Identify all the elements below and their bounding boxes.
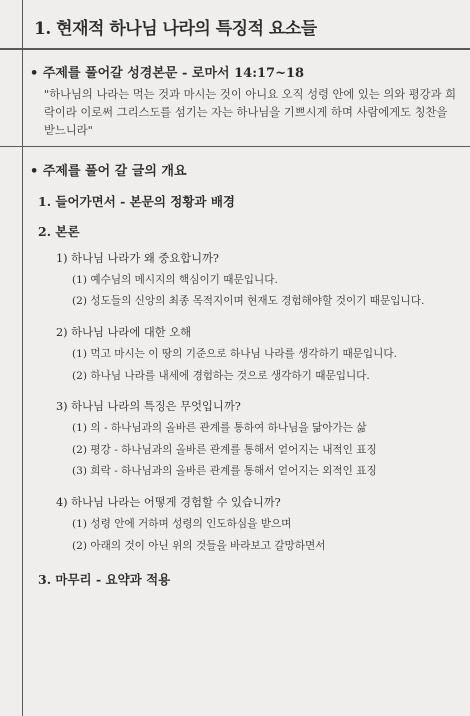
conclusion-item: 3. 마무리 - 요약과 적용 [38, 572, 171, 587]
question-1-title: 1) 하나님 나라가 왜 중요합니까? [56, 252, 219, 265]
page-title: 1. 현재적 하나님 나라의 특징적 요소들 [34, 19, 317, 39]
question-1-item-2: (2) 성도들의 신앙의 최종 목적지이며 현재도 경험해야할 것이기 때문입니다. [72, 295, 425, 307]
question-3-item-1: (1) 의 - 하나님과의 올바른 관계를 통하여 하나님을 닮아가는 삶 [72, 422, 367, 434]
question-3-item-3: (3) 희락 - 하나님과의 올바른 관계를 통해서 얻어지는 외적인 표징 [72, 465, 377, 477]
scripture-quote: "하나님의 나라는 먹는 것과 마시는 것이 아니요 오직 성령 안에 있는 의와 평강과 희락이라 이로써 그리스도를 섬기는 자는 하나님을 기쁘시게 하며 사람에게도 칭찬을 받느니라" [44, 88, 457, 137]
title-divider [0, 48, 470, 50]
scripture-heading: • 주제를 풀어갈 성경본문 - 로마서 14:17~18 [30, 66, 305, 81]
intro-item: 1. 들어가면서 - 본문의 정황과 배경 [38, 194, 235, 209]
question-3-title: 3) 하나님 나라의 특징은 무엇입니까? [56, 400, 241, 413]
question-4-item-1: (1) 성령 안에 거하며 성령의 인도하심을 받으며 [72, 518, 292, 530]
question-4-item-2: (2) 아래의 것이 아닌 위의 것들을 바라보고 갈망하면서 [72, 540, 326, 552]
question-2-item-1: (1) 먹고 마시는 이 땅의 기준으로 하나님 나라를 생각하기 때문입니다. [72, 348, 397, 360]
question-2-title: 2) 하나님 나라에 대한 오해 [56, 326, 192, 339]
question-2-item-2: (2) 하나님 나라를 내세에 경험하는 것으로 생각하기 때문입니다. [72, 370, 370, 382]
question-1-item-1: (1) 예수님의 메시지의 핵심이기 때문입니다. [72, 274, 278, 286]
section-divider [0, 146, 470, 147]
question-4-title: 4) 하나님 나라는 어떻게 경험할 수 있습니까? [56, 496, 281, 509]
outline-heading: • 주제를 풀어 갈 글의 개요 [30, 164, 187, 179]
body-heading: 2. 본론 [38, 224, 80, 239]
left-margin-rule [22, 0, 23, 716]
question-3-item-2: (2) 평강 - 하나님과의 올바른 관계를 통해서 얻어지는 내적인 표징 [72, 444, 377, 456]
